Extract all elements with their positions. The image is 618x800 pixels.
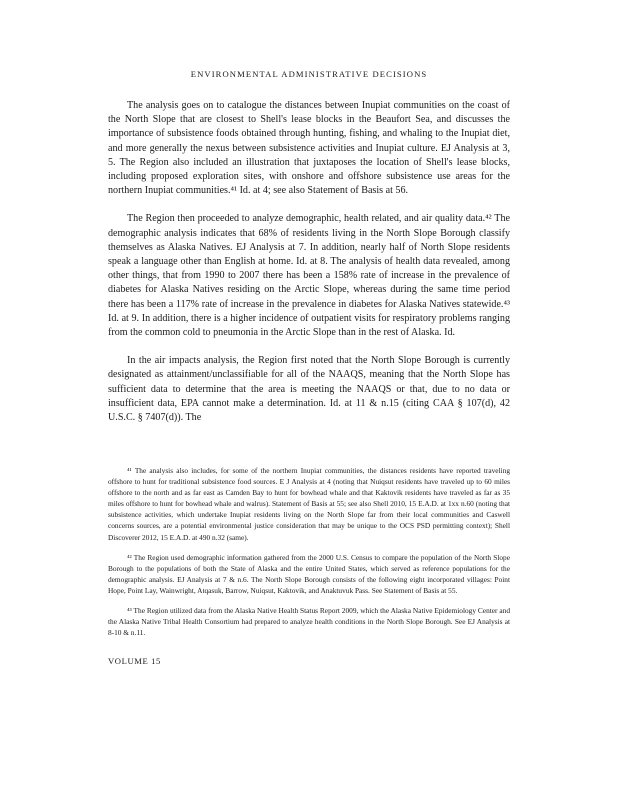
running-head: ENVIRONMENTAL ADMINISTRATIVE DECISIONS bbox=[190, 69, 428, 79]
footnote-41: ⁴¹ The analysis also includes, for some of the northern Inupiat communities, the distances residents have reported traveling offshore to hunt for traditional subsistence food sources. E J Analysis at 4 (noting that Nuiqsut residents have traveled up to 60 miles offshore to the north and as far east as Camden Bay to hunt for bowhead whale and that Kaktovik residents have traveled as far as 35 miles offshore to hunt for bowhead whale and walrus). Statement of Basis at 55; see also Shell 2010, 15 E.A.D. at 1xx n.60 (noting that subsistence activities, which undertake Inupiat residents living on the North Slope far from their local communities and Caswell concerns sources, are a potential environmental justice consideration that may be unique to the OCS PSD permitting context); Shell Discoverer 2012, 15 E.A.D. at 490 n.32 (same). bbox=[108, 466, 510, 542]
footnotes bbox=[108, 465, 510, 647]
body-text bbox=[108, 99, 510, 439]
body-paragraph: In the air impacts analysis, the Region first noted that the North Slope Borough is currently designated as attainment/unclassifiable for all of the NAAQS, meaning that the North Slope has sufficient data to determine that the area is meeting the NAAQS or that, due to no data or insufficient data, EPA cannot make a determination. Id. at 11 & n.15 (citing CAA § 107(d), 42 U.S.C. § 7407(d)). The bbox=[108, 355, 510, 424]
body-paragraph: The Region then proceeded to analyze demographic, health related, and air quality data.⁴² The demographic analysis indicates that 68% of residents living in the North Slope Borough classify themselves as Alaska Natives. EJ Analysis at 7. In addition, nearly half of North Slope residents speak a language other than English at home. Id. at 8. The analysis of health data revealed, among other things, that from 1990 to 2007 there has been a 158% rate of increase in the prevalence of diabetes for Alaska Natives residing on the Arctic Slope, whereas during the same time period there has been a 117% rate of increase in the prevalence in diabetes for Alaska Natives statewide.⁴³ Id. at 9. In addition, there is a higher incidence of outpatient visits for respiratory problems ranging from the common cold to pneumonia in the Arctic Slope than in the rest of Alaska. Id. bbox=[108, 213, 510, 339]
footnote-43: ⁴³ The Region utilized data from the Alaska Native Health Status Report 2009, which the Alaska Native Epidemiology Center and the Alaska Native Tribal Health Consortium had prepared to analyze health conditions in the North Slope Borough. See EJ Analysis at 8-10 & n.11. bbox=[108, 606, 510, 638]
body-paragraph: The analysis goes on to catalogue the distances between Inupiat communities on the coast of the North Slope that are closest to Shell's lease blocks in the Beaufort Sea, and discusses the importance of subsistence foods obtained through hunting, fishing, and whaling to the Inupiat diet, and more generally the nexus between subsistence activities and Inupiat culture. EJ Analysis at 3, 5. The Region also included an illustration that juxtaposes the location of Shell's lease blocks, including proposed exploration sites, with onshore and offshore subsistence use areas for the northern Inupiat communities.⁴¹ Id. at 4; see also Statement of Basis at 56. bbox=[108, 100, 510, 197]
volume-folio: VOLUME 15 bbox=[108, 656, 161, 666]
footnote-42: ⁴² The Region used demographic information gathered from the 2000 U.S. Census to compare the population of the North Slope Borough to the populations of both the State of Alaska and the entire United States, which served as reference populations for the demographic analysis. EJ Analysis at 7 & n.6. The North Slope Borough consists of the following eight incorporated villages: Point Hope, Point Lay, Wainwright, Atqasuk, Barrow, Nuiqsut, Kaktovik, and Anaktuvuk Pass. See Statement of Basis at 55. bbox=[108, 552, 510, 595]
